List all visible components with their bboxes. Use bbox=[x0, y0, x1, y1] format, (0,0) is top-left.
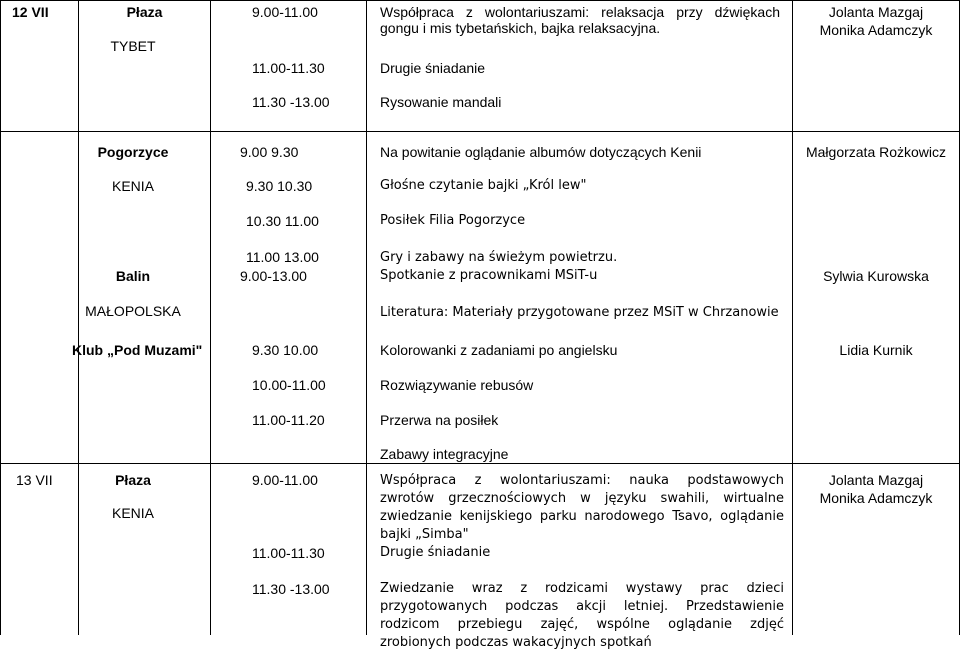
row-divider-2 bbox=[0, 463, 960, 464]
time-slot: 11.00-11.30 bbox=[252, 545, 325, 561]
activity: Literatura: Materiały przygotowane przez MSiT w Chrzanowie bbox=[380, 305, 779, 320]
person-name: Monika Adamczyk bbox=[819, 490, 933, 506]
activity: Głośne czytanie bajki „Król lew" bbox=[380, 178, 587, 193]
time-slot: 11.30 -13.00 bbox=[252, 581, 330, 597]
time-slot: 11.00-11.30 bbox=[252, 60, 325, 76]
time-slot: 9.30 10.00 bbox=[252, 342, 319, 358]
activity: Drugie śniadanie bbox=[380, 60, 486, 76]
activity: Rysowanie mandali bbox=[380, 94, 502, 110]
activity: Gry i zabawy na świeżym powietrzu. bbox=[380, 250, 618, 265]
activity: Zabawy integracyjne bbox=[380, 446, 509, 462]
column-divider-activity bbox=[792, 0, 793, 635]
person-name: Jolanta Mazgaj bbox=[828, 472, 924, 488]
date-cell: 12 VII bbox=[12, 4, 49, 20]
person-name: Małgorzata Rożkowicz bbox=[805, 144, 947, 160]
activity: Współpraca z wolontariuszami: relaksacja przy dźwiękach gongu i mis tybetańskich, bajka relaksacyjna. bbox=[380, 4, 780, 36]
activity: Spotkanie z pracownikami MSiT-u bbox=[380, 268, 598, 283]
column-divider-time bbox=[366, 0, 367, 635]
time-slot: 10.30 11.00 bbox=[246, 213, 319, 229]
table-border-left bbox=[0, 0, 1, 635]
activity: Zwiedzanie wraz z rodzicami wystawy prac dzieci przygotowanych podczas akcji letniej. Przedstawienie rodzicom przebiegu zajęć, wspólne oglądanie zdjęć zrobionych podczas wakacyjnych spotkań bbox=[380, 581, 784, 650]
activity: Przerwa na posiłek bbox=[380, 412, 499, 428]
place-theme: KENIA bbox=[111, 178, 154, 194]
time-slot: 9.00-11.00 bbox=[252, 4, 318, 20]
place-theme: KENIA bbox=[111, 505, 154, 521]
activity: Posiłek Filia Pogorzyce bbox=[380, 213, 526, 228]
time-slot: 10.00-11.00 bbox=[252, 377, 326, 393]
time-slot: 11.00 13.00 bbox=[246, 249, 319, 265]
time-slot: 9.00 9.30 bbox=[240, 144, 299, 160]
activity: Współpraca z wolontariuszami: nauka podstawowych zwrotów grzecznościowych w języku swahili, wirtualne zwiedzanie kenijskiego parku narodowego Tsavo, oglądanie bajki „Simba" bbox=[380, 473, 784, 542]
activity: Na powitanie oglądanie albumów dotyczących Kenii bbox=[380, 144, 702, 160]
place-theme: TYBET bbox=[110, 38, 156, 54]
person-name: Jolanta Mazgaj bbox=[828, 4, 924, 20]
place-name: Płaza bbox=[126, 4, 163, 20]
place-name: Pogorzyce bbox=[97, 144, 169, 160]
time-slot: 9.30 10.30 bbox=[246, 178, 313, 194]
activity: Kolorowanki z zadaniami po angielsku bbox=[380, 342, 618, 358]
place-name: Balin bbox=[115, 268, 151, 284]
person-name: Lidia Kurnik bbox=[839, 342, 913, 358]
activity: Rozwiązywanie rebusów bbox=[380, 377, 534, 393]
row-divider-1 bbox=[0, 131, 960, 132]
time-slot: 9.00-11.00 bbox=[252, 472, 318, 488]
time-slot: 11.30 -13.00 bbox=[252, 94, 330, 110]
table-border-top bbox=[0, 0, 960, 1]
person-name: Sylwia Kurowska bbox=[823, 268, 929, 284]
date-cell: 13 VII bbox=[16, 472, 53, 488]
activity: Drugie śniadanie bbox=[380, 545, 491, 560]
place-name: Płaza bbox=[115, 472, 151, 488]
time-slot: 9.00-13.00 bbox=[240, 268, 307, 284]
place-name: Klub „Pod Muzami" bbox=[72, 342, 203, 358]
column-divider-place bbox=[210, 0, 211, 635]
place-theme: MAŁOPOLSKA bbox=[85, 303, 181, 319]
time-slot: 11.00-11.20 bbox=[252, 412, 325, 428]
person-name: Monika Adamczyk bbox=[819, 22, 933, 38]
